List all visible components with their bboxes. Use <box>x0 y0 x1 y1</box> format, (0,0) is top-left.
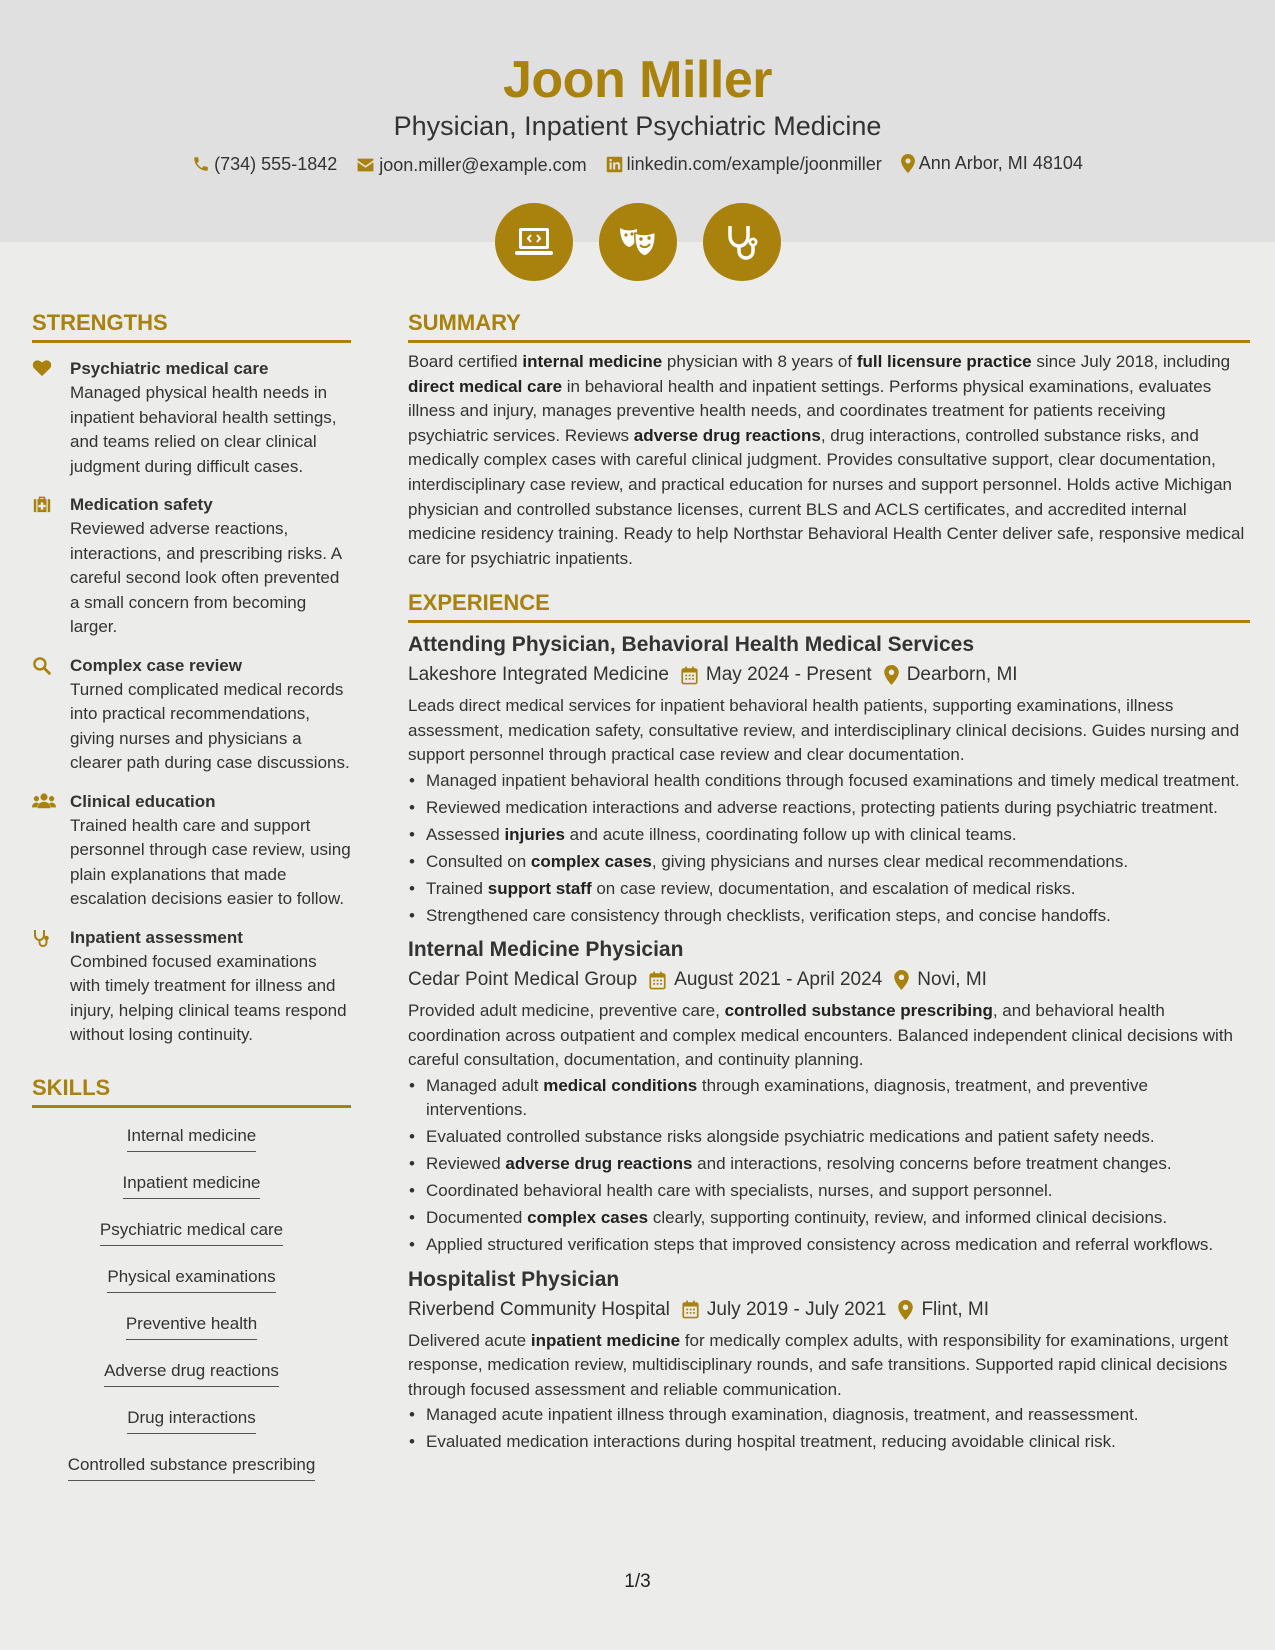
skill-tag: Physical examinations <box>107 1265 275 1293</box>
left-column <box>32 309 351 1500</box>
strength-title: Clinical education <box>70 791 216 811</box>
job-dates: August 2021 - April 2024 <box>674 969 883 991</box>
strength-desc: Combined focused examinations with timely treatment for illness and injury, helping clinical teams respond without losing continuity. <box>70 951 347 1044</box>
map-marker-icon <box>894 970 909 990</box>
job-bullet: • Assessed injuries and acute illness, coordinating follow up with clinical teams. <box>408 823 1250 848</box>
job-bullet: • Trained support staff on case review, documentation, and escalation of medical risks. <box>408 877 1250 902</box>
skill-tag: Controlled substance prescribing <box>68 1453 316 1481</box>
contact-email[interactable] <box>356 155 586 176</box>
job-dates: May 2024 - Present <box>705 664 872 686</box>
job-bullet: • Strengthened care consistency through checklists, verification steps, and concise handoffs. <box>408 904 1250 929</box>
skill-tag: Drug interactions <box>127 1406 256 1434</box>
job-bullets <box>408 1403 1250 1455</box>
job-bullet: • Managed inpatient behavioral health conditions through focused examinations and timely medical treatment. <box>408 769 1250 794</box>
job-bullets <box>408 1074 1250 1258</box>
medkit-icon <box>32 495 52 513</box>
summary-heading: SUMMARY <box>408 309 1250 343</box>
job-bullet: • Evaluated controlled substance risks alongside psychiatric medications and patient safety needs. <box>408 1125 1250 1150</box>
strength-item <box>32 493 351 640</box>
candidate-name: Joon Miller <box>503 51 772 109</box>
phone-text: (734) 555-1842 <box>214 153 338 174</box>
job-entry <box>408 631 1250 928</box>
strength-title: Inpatient assessment <box>70 927 243 947</box>
users-icon <box>32 792 56 810</box>
phone-icon <box>192 155 210 173</box>
job-bullet: • Coordinated behavioral health care with specialists, nurses, and support personnel. <box>408 1179 1250 1204</box>
skill-tag: Preventive health <box>126 1312 257 1340</box>
strengths-heading: STRENGTHS <box>32 309 351 343</box>
email-text: joon.miller@example.com <box>379 154 587 175</box>
linkedin-text: linkedin.com/example/joonmiller <box>626 154 882 174</box>
job-company: Riverbend Community Hospital <box>408 1298 670 1320</box>
theater-masks-icon <box>599 203 677 281</box>
strength-desc: Trained health care and support personnel through case review, using plain explanations that made escalation decisions easier to follow. <box>70 815 351 908</box>
skills-list <box>32 1124 351 1500</box>
skill-tag: Psychiatric medical care <box>100 1218 283 1246</box>
job-description: Provided adult medicine, preventive care, controlled substance prescribing, and behavioral health coordination across outpatient and complex medical encounters. Balanced independent clinical decisions with careful consultation, documentation, and continuity planning. <box>408 1001 1233 1070</box>
stethoscope-icon <box>32 928 50 948</box>
job-bullet: • Applied structured verification steps that improved consistency across medication and referral workflows. <box>408 1233 1250 1258</box>
job-entry <box>408 936 1250 1258</box>
experience-list <box>408 631 1250 1455</box>
contact-linkedin[interactable] <box>606 154 882 175</box>
skills-heading: SKILLS <box>32 1074 351 1108</box>
job-location: Novi, MI <box>917 969 987 991</box>
job-bullet: • Documented complex cases clearly, supporting continuity, review, and informed clinical decisions. <box>408 1206 1250 1231</box>
job-bullet: • Consulted on complex cases, giving physicians and nurses clear medical recommendations. <box>408 850 1250 875</box>
strength-desc: Reviewed adverse reactions, interactions, and prescribing risks. A careful second look often prevented a small concern from becoming larger. <box>70 519 342 636</box>
job-company: Lakeshore Integrated Medicine <box>408 664 669 686</box>
calendar-icon <box>649 971 666 990</box>
experience-heading: EXPERIENCE <box>408 589 1250 623</box>
strength-title: Psychiatric medical care <box>70 359 269 378</box>
right-column <box>408 309 1250 1457</box>
strength-title: Complex case review <box>70 655 242 675</box>
map-marker-icon <box>898 1300 913 1320</box>
job-title: Internal Medicine Physician <box>408 938 684 962</box>
contact-location <box>901 153 1083 174</box>
stethoscope-icon <box>703 203 781 281</box>
strength-item <box>32 790 351 912</box>
job-meta <box>408 967 1250 993</box>
map-marker-icon <box>901 154 915 173</box>
job-dates: July 2019 - July 2021 <box>706 1298 887 1320</box>
map-marker-icon <box>884 665 899 685</box>
job-bullet: • Evaluated medication interactions during hospital treatment, reducing avoidable clinical risk. <box>408 1430 1250 1455</box>
job-description: Leads direct medical services for inpatient behavioral health patients, supporting examinations, illness assessment, medication safety, consultative review, and interdisciplinary clinical decisions. Guides nursing and support personnel through practical case review and clear documentation. <box>408 696 1240 765</box>
strength-item <box>32 357 351 479</box>
job-bullet: • Managed acute inpatient illness through examination, diagnosis, treatment, and reassessment. <box>408 1403 1250 1428</box>
location-text: Ann Arbor, MI 48104 <box>918 153 1083 173</box>
laptop-code-icon <box>495 203 573 281</box>
strength-item <box>32 654 351 776</box>
job-title: Attending Physician, Behavioral Health Medical Services <box>408 633 975 657</box>
heart-icon <box>32 359 52 377</box>
strength-item <box>32 926 351 1048</box>
strength-desc: Managed physical health needs in inpatient behavioral health settings, and teams relied on clear clinical judgment during difficult cases. <box>70 383 337 476</box>
linkedin-icon <box>606 156 623 173</box>
page-number: 1/3 <box>624 1571 651 1592</box>
job-bullet: • Reviewed adverse drug reactions and interactions, resolving concerns before treatment changes. <box>408 1152 1250 1177</box>
candidate-role: Physician, Inpatient Psychiatric Medicine <box>393 111 882 141</box>
job-title: Hospitalist Physician <box>408 1267 620 1291</box>
job-meta <box>408 662 1250 688</box>
job-bullets <box>408 769 1250 929</box>
job-bullet: • Reviewed medication interactions and adverse reactions, protecting patients during psychiatric treatment. <box>408 796 1250 821</box>
strength-title: Medication safety <box>70 495 213 514</box>
header-icon-row <box>0 203 1275 281</box>
skill-tag: Adverse drug reactions <box>104 1359 279 1387</box>
job-location: Dearborn, MI <box>906 664 1018 686</box>
summary-text: Board certified internal medicine physician with 8 years of full licensure practice since July 2018, including direct medical care in behavioral health and inpatient settings. Performs physical examinations, evaluates illness and injury, manages preventive health needs, and coordinates treatment for patients receiving psychiatric services. Reviews adverse drug reactions, drug interactions, controlled substance risks, and medically complex cases with careful clinical judgment. Provides consultative support, clear documentation, interdisciplinary case review, and practical education for nurses and support personnel. Holds active Michigan physician and controlled substance licenses, current BLS and ACLS certificates, and accredited internal medicine residency training. Ready to help Northstar Behavioral Health Center deliver safe, responsive medical care for psychiatric inpatients. <box>408 352 1245 568</box>
contact-bar <box>0 153 1275 178</box>
job-description: Delivered acute inpatient medicine for medically complex adults, with responsibility for examinations, urgent response, medication review, multidisciplinary rounds, and safe transitions. Supported rapid clinical decisions through focused assessment and reliable communication. <box>408 1330 1229 1399</box>
job-meta <box>408 1297 1250 1323</box>
skill-tag: Inpatient medicine <box>123 1171 261 1199</box>
job-company: Cedar Point Medical Group <box>408 969 638 991</box>
skill-tag: Internal medicine <box>127 1124 256 1152</box>
contact-phone[interactable] <box>192 154 337 175</box>
strength-desc: Turned complicated medical records into practical recommendations, giving nurses and physicians a clearer path during case discussions. <box>70 679 350 772</box>
job-bullet: • Managed adult medical conditions through examinations, diagnosis, treatment, and preventive interventions. <box>408 1074 1250 1123</box>
calendar-icon <box>681 666 698 685</box>
search-icon <box>32 656 51 675</box>
job-location: Flint, MI <box>921 1298 990 1320</box>
envelope-icon <box>356 157 375 173</box>
job-entry <box>408 1266 1250 1455</box>
calendar-icon <box>682 1300 699 1319</box>
